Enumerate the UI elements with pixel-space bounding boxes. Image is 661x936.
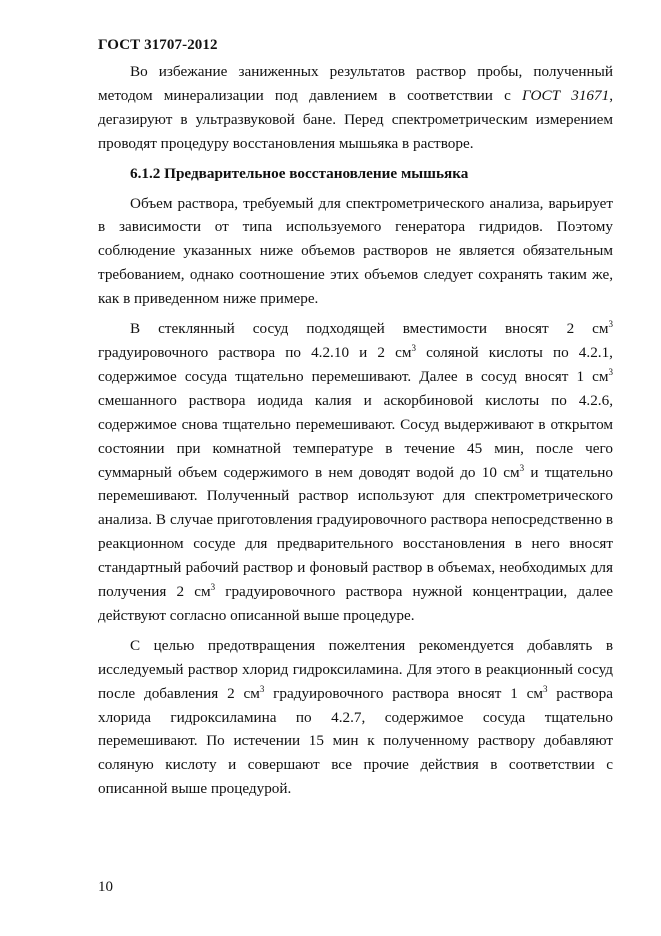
intro-text-end: , дегазируют в ультразвуковой бане. Перед спектрометрическим измерением проводят процедуру восстановления мышьяка в растворе.	[98, 86, 614, 152]
procedure-text: и тщательно перемешивают. Полученный раствор используют для спектрометрического анализа. В случае приготовления градуировочного раствора непосредственно в реакционном сосуде для предварительного восстановления в него вносят стандартный рабочий раствор и фоновый раствор в объемах, необходимых для получения 2 см	[98, 463, 613, 601]
standard-reference: ГОСТ 31671	[522, 86, 610, 104]
procedure-text: соляной кислоты по 4.2.1, содержимое сосуда тщательно перемешивают. Далее в сосуд вносят 1 см	[98, 343, 613, 385]
procedure-text: В стеклянный сосуд подходящей вместимости вносят 2 см	[130, 320, 609, 338]
cubic-exponent: 3	[519, 462, 525, 473]
procedure-text: градуировочного раствора нужной концентрации, далее действуют согласно описанной выше процедуре.	[98, 583, 614, 624]
cubic-exponent: 3	[259, 683, 265, 694]
hydroxylamine-text: градуировочного раствора вносят 1 см	[264, 684, 543, 702]
cubic-exponent: 3	[608, 366, 613, 377]
section-heading: 6.1.2 Предварительное восстановление мышьяка	[130, 164, 469, 182]
procedure-text: смешанного раствора иодида калия и аскорбиновой кислоты по 4.2.6, содержимое снова тщательно перемешивают. Сосуд выдерживают в открытом состоянии при комнатной температуре в течение 45 мин, после чего суммарный объем содержимого в нем доводят водой до 10 см	[98, 391, 613, 481]
procedure-text: градуировочного раствора по 4.2.10 и 2 см	[98, 343, 412, 361]
intro-text-start: Во избежание заниженных результатов раствор пробы, полученный методом минерализации под давлением в соответствии с	[98, 63, 613, 104]
volume-paragraph: Объем раствора, требуемый для спектрометрического анализа, варьирует в зависимости от типа используемого генератора гидридов. Поэтому соблюдение указанных ниже объемов растворов не является обязательным требованием, однако соотношение этих объемов следует сохранять таким же, как в приведенном ниже примере.	[98, 194, 613, 308]
document-header: ГОСТ 31707-2012	[98, 37, 218, 53]
cubic-exponent: 3	[608, 319, 613, 329]
cubic-exponent: 3	[542, 683, 548, 694]
cubic-exponent: 3	[210, 581, 216, 592]
document-body	[98, 60, 613, 801]
page-number: 10	[98, 879, 113, 895]
hydroxylamine-text: раствора хлорида гидроксиламина по 4.2.7, содержимое сосуда тщательно перемешивают. По истечении 15 мин к полученному раствору добавляют соляную кислоту и совершают все прочие действия в соответствии с описанной выше процедурой.	[98, 684, 613, 798]
cubic-exponent: 3	[411, 342, 416, 353]
hydroxylamine-paragraph	[98, 634, 613, 801]
hydroxylamine-text: С целью предотвращения пожелтения рекомендуется добавлять в исследуемый раствор хлорид гидроксиламина. Для этого в реакционный сосуд после добавления 2 см	[98, 636, 613, 702]
procedure-paragraph	[98, 317, 613, 628]
intro-paragraph	[98, 60, 613, 156]
